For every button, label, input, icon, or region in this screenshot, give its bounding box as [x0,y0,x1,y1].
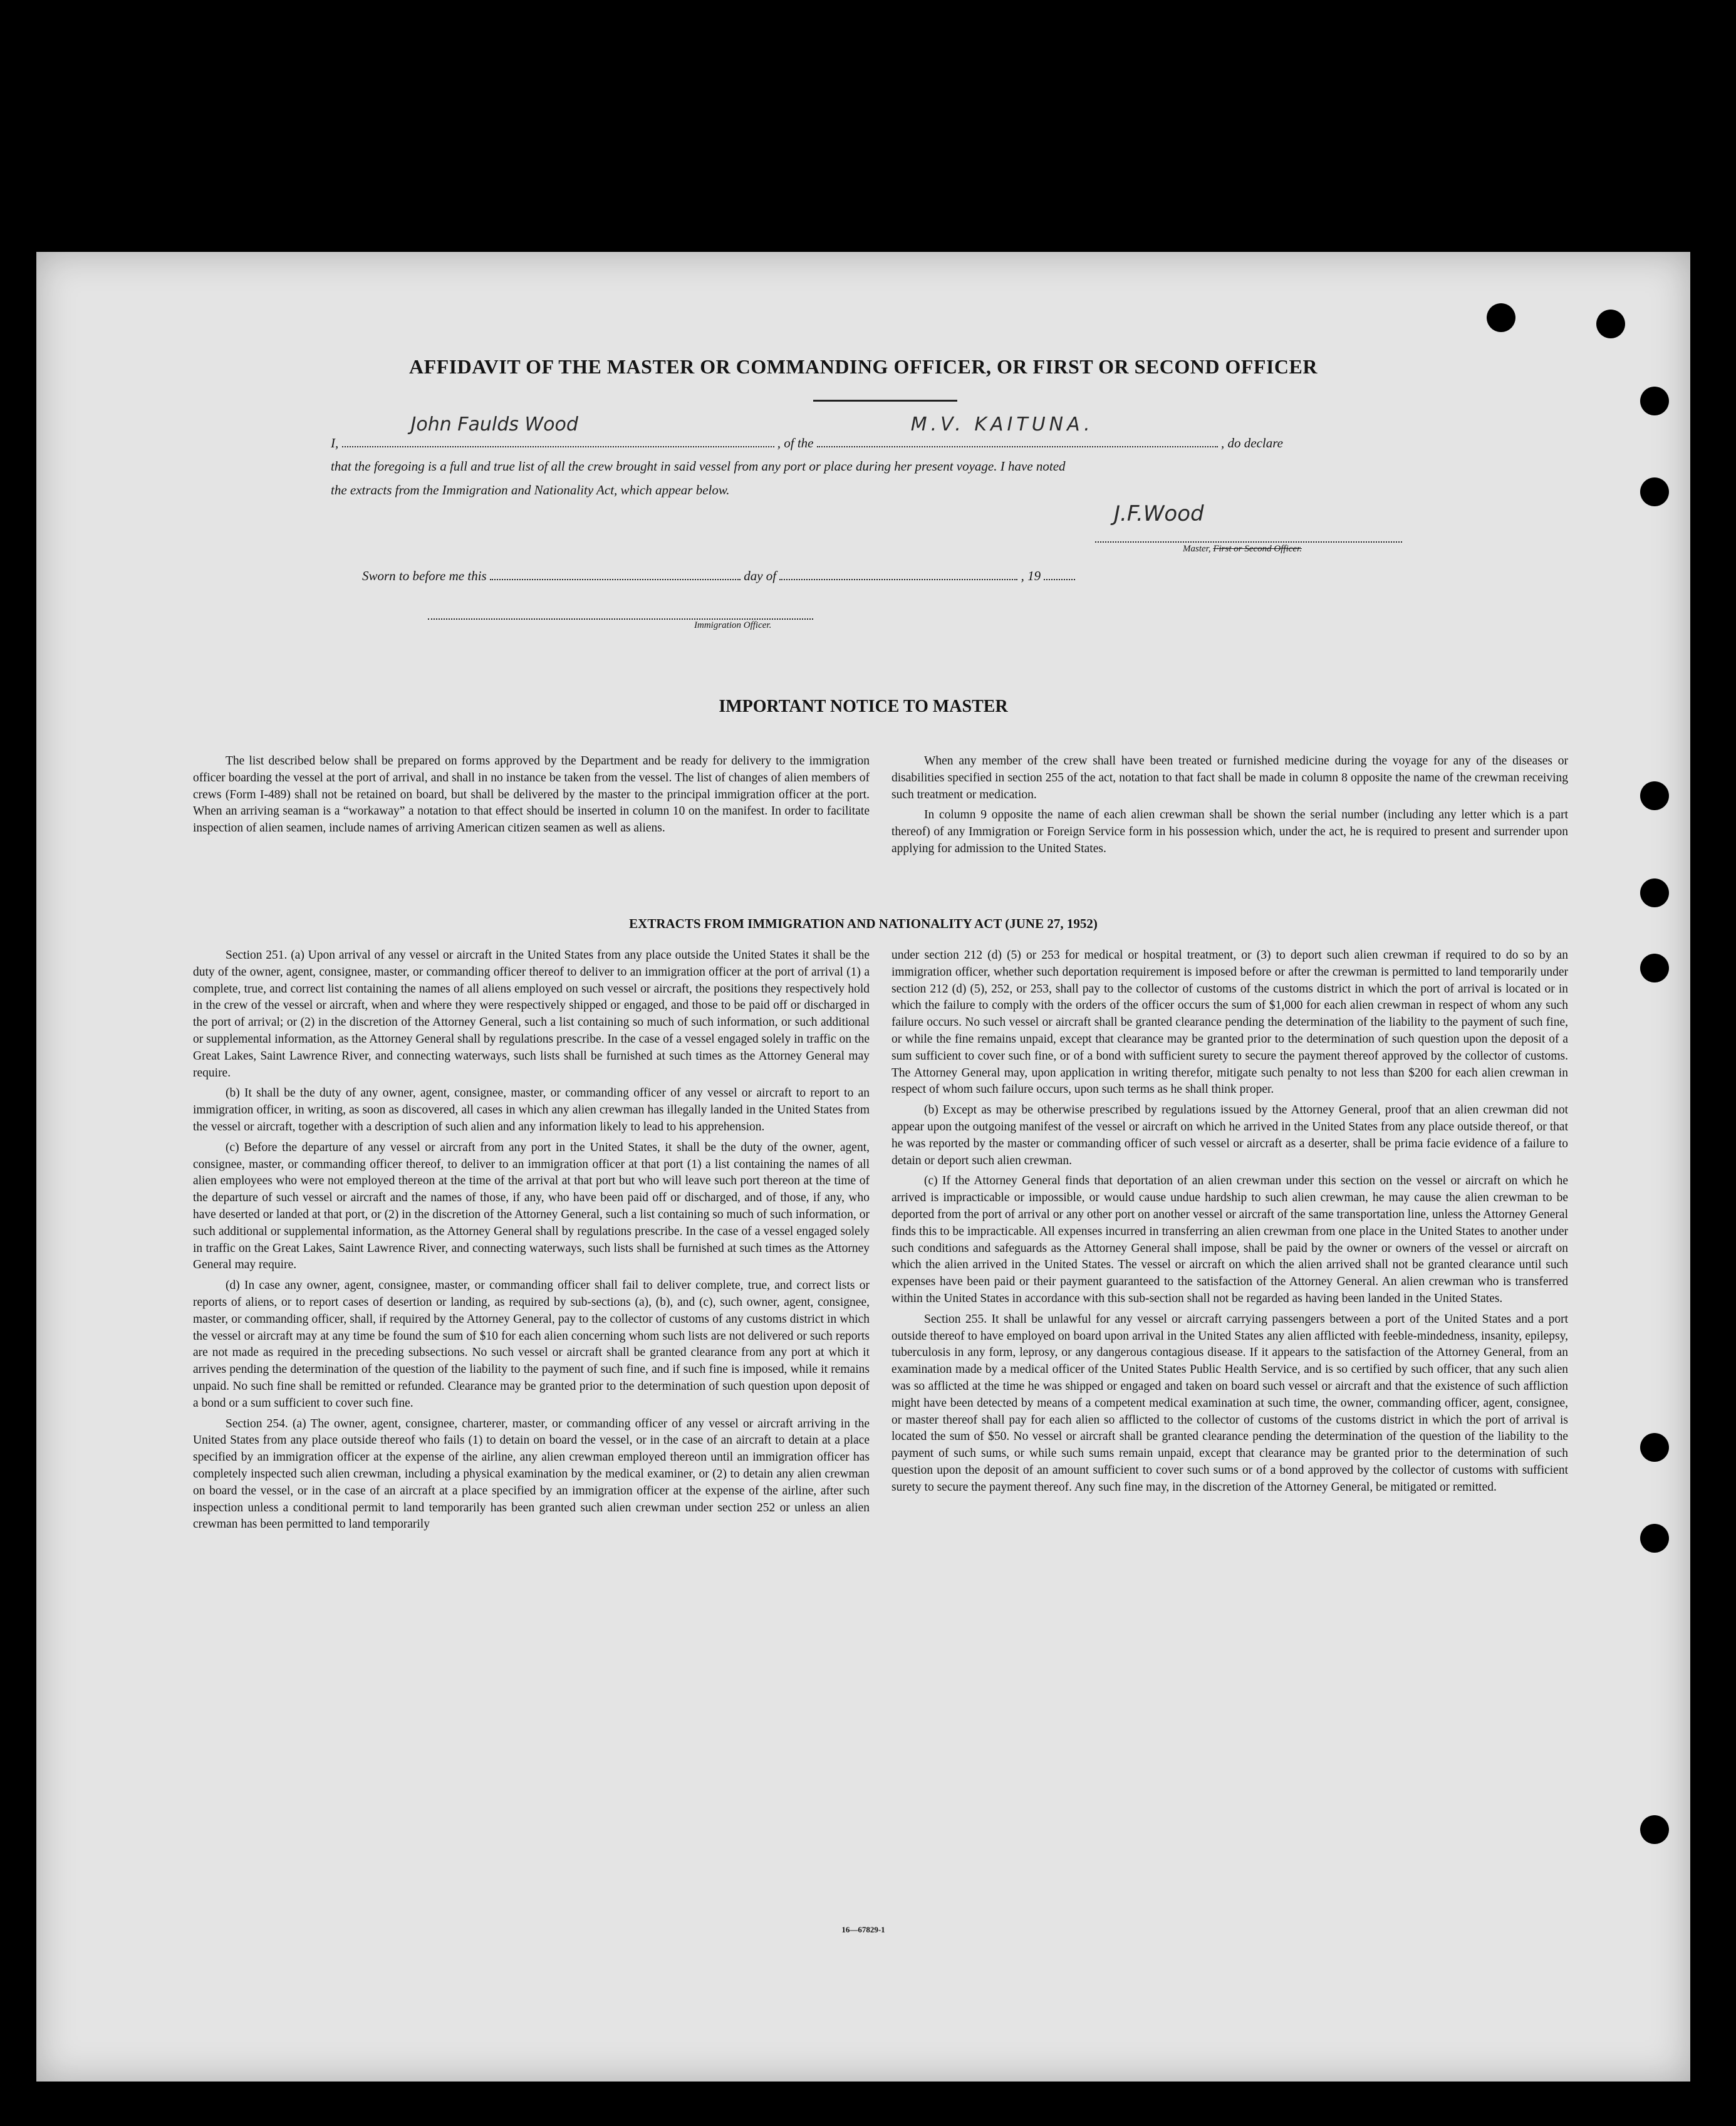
day-of-label: day of [744,568,777,583]
section-paragraph: Section 254. (a) The owner, agent, consignee, charterer, master, or commanding officer of any vessel or aircraft arriving in the United States from any place outside thereof who fails (1) to detain on board the vessel, or in the case of an aircraft to detain at a place specified by an immigration officer at the expense of the airline, any alien crewman employed thereon until an immigration officer has completely inspected such alien crewman, including a physical examination by the medical examiner, or (2) to detain any alien crewman on board the vessel, or in the case of an aircraft at a place specified by an immigration officer at the expense of the airline, after such inspection unless a conditional permit to land temporarily has been granted such alien crewman under section 252 or unless an alien crewman has been permitted to land temporarily [193,1417,870,1531]
master-name: John Faulds Wood [410,414,578,435]
section-paragraph: (c) If the Attorney General finds that deportation of an alien crewman under this section on the vessel or aircraft on which he arrived is impracticable or impossible, or would cause undue hardship to such alien crewman, he may cause the alien crewman to be deported from the port of arrival or any other port on another vessel or aircraft of the same transportation line, unless the Attorney General finds this to be impracticable. All expenses incurred in transferring an alien crewman from one place in the United States to another under such conditions and safeguards as the Attorney General shall impose, shall be paid by the owner or owners of the vessel or aircraft on which the alien arrived in the United States. The vessel or aircraft on which the alien arrived shall not be granted clearance until such expenses have been paid or their payment guaranteed to the satisfaction of the Attorney General. An alien crewman who is transferred within the United States in accordance with this sub-section shall not be regarded as having been landed in the United States. [891,1174,1568,1305]
of-the-label: , of the [777,435,814,451]
section-paragraph: Section 255. It shall be unlawful for any vessel or aircraft carrying passengers between a port of the United States and a port outside thereof to have employed on board upon arrival in the United States any alien afflicted with feeble-mindedness, insanity, epilepsy, tuberculosis in any form, leprosy, or any dangerous contagious disease. If it appears to the satisfaction of the Attorney General, from an examination made by a medical officer of the United States Public Health Service, and is so certified by such officer, that any such alien was so afflicted at the time he was shipped or engaged and taken on board such vessel or aircraft and that the existence of such affliction might have been detected by means of a competent medical examination at such time, the owner, commanding officer, agent, consignee, or master thereof shall pay for each alien so afflicted to the collector of customs of the customs district in which the port of arrival is located the sum of $50. No vessel or aircraft shall be granted clearance pending the determination of the question of the liability to the payment of such sums, or while such sums remain unpaid, except that clearance may be granted prior to the determination of such question upon the deposit of an amount sufficient to cover such sums or of a bond approved by the collector of customs with sufficient surety to secure the payment thereof. Any such fine may, in the discretion of the Attorney General, be mitigated or remitted. [891,1312,1568,1494]
extracts-left-column [193,947,870,1537]
master-signature: J.F.Wood [1114,501,1204,526]
punch-hole [1596,310,1625,338]
sworn-label: Sworn to before me this [362,568,487,583]
immigration-officer-rule [428,618,813,620]
punch-hole [1640,387,1669,415]
signature-rule [1095,541,1402,543]
declaration-text-1: that the foregoing is a full and true list of all the crew brought in said vessel from any port or place during her present voyage. I have noted [331,459,1066,474]
section-paragraph: (d) In case any owner, agent, consignee, master, or commanding officer shall fail to deliver complete, true, and correct lists or reports of aliens, or to report cases of desertion or landing, as required by sub-sections (a), (b), and (c), such owner, agent, consignee, master, or commanding officer, shall, if required by the Attorney General, pay to the collector of customs of any customs district in which the vessel or aircraft may at any time be found the sum of $10 for each alien concerning whom such lists are not delivered or such reports are not made as required in the preceding subsections. No such vessel or aircraft shall be granted clearance from any port at which it arrives pending the determination of the question of the liability to the payment of such fine, and if such fine is imposed, while it remains unpaid. No such fine shall be remitted or refunded. Clearance may be granted prior to the determination of such question upon deposit of a bond or a sum sufficient to cover such fine. [193,1279,870,1410]
struck-officer-title: First or Second Officer. [1213,544,1302,554]
affidavit-title: AFFIDAVIT OF THE MASTER OR COMMANDING OFFICER, OR FIRST OR SECOND OFFICER [409,355,1318,378]
notice-title: IMPORTANT NOTICE TO MASTER [719,697,1008,716]
section-paragraph: under section 212 (d) (5) or 253 for medical or hospital treatment, or (3) to deport such alien crewman if required to do so by an immigration officer, whether such deportation requirement is imposed before or after the crewman is permitted to land temporarily under section 212 (d) (5), 252, or 253, shall pay to the collector of customs of the customs district in which the port of arrival is located or in which the failure to comply with the orders of the officer occurs the sum of $1,000 for each alien crewman in respect of whom any such failure occurs. No such vessel or aircraft shall be granted clearance pending the determination of the liability to the payment of such fine, or while the fine remains unpaid, except that clearance may be granted prior to the determination of such question upon the deposit of a sum sufficient to cover such fine, or of a bond with sufficient surety to secure the payment thereof approved by the collector of customs. The Attorney General may, upon application in writing therefor, mitigate such penalty to not less than $200 for each alien crewman in respect of whom such failure occurs, upon such terms as he shall think proper. [891,949,1568,1097]
form-number: 16—67829-1 [841,1925,885,1934]
punch-hole [1487,303,1515,332]
section-paragraph: (b) It shall be the duty of any owner, agent, consignee, master, or commanding officer of any vessel or aircraft to report to an immigration officer, in writing, as soon as discovered, all cases in which any alien crewman has illegally landed in the United States from the vessel or aircraft, together with a description of such alien and any information likely to lead to his apprehension. [193,1086,870,1133]
i-label: I, [331,435,339,451]
sworn-line [362,565,1075,584]
year-label: , 19 [1021,568,1041,583]
master-label [1183,544,1302,555]
declaration-line [331,414,1427,451]
immigration-officer-label: Immigration Officer. [694,620,772,630]
section-paragraph: (c) Before the departure of any vessel or aircraft from any port in the United States, it shall be the duty of the owner, agent, consignee, master, or commanding officer thereof, to deliver to an immigration officer at that port (1) a list containing the names of all alien employees who were not employed thereon at the time of the arrival at that port but who will leave such port thereon at the time of the departure of such vessel or aircraft and the names of those, if any, who have been paid off or discharged, and of those, if any, who have deserted or landed at that port, or (2) in the discretion of the Attorney General, such a list containing so much of such information, or such additional or supplemental information, as the Attorney General shall by regulations prescribe. In the case of a vessel engaged solely in traffic on the Great Lakes, Saint Lawrence River, and connecting waterways, such lists shall be furnished at such times as the Attorney General may require. [193,1140,870,1272]
notice-paragraph: The list described below shall be prepared on forms approved by the Department and be ready for delivery to the immigration officer boarding the vessel at the port of arrival, and shall in no instance be taken from the vessel. The list of changes of alien members of crews (Form I-489) shall not be retained on board, but shall be delivered by the master to the principal immigration officer at the port. When an arriving seaman is a “workaway” a notation to that effect should be inserted in column 10 on the manifest. In order to facilitate inspection of alien seamen, include names of arriving American citizen seamen as well as aliens. [193,754,870,835]
punch-hole [1640,1524,1669,1553]
sworn-year-field [1044,565,1075,580]
extracts-title: EXTRACTS FROM IMMIGRATION AND NATIONALITY ACT (JUNE 27, 1952) [629,916,1098,931]
section-paragraph: Section 251. (a) Upon arrival of any vessel or aircraft in the United States from any place outside the United States it shall be the duty of the owner, agent, consignee, master, or commanding officer thereof to deliver to an immigration officer at the port of arrival (1) a complete, true, and correct list containing the names of all aliens employed on such vessel or aircraft, the positions they respectively hold in the crew of the vessel or aircraft, when and where they were respectively shipped or engaged, and those to be paid off or discharged in the port of arrival; or (2) in the discretion of the Attorney General, such a list containing so much of such information, or such additional or supplemental information, as the Attorney General shall by regulations prescribe. In the case of a vessel engaged solely in traffic on the Great Lakes, Saint Lawrence River, and connecting waterways, such lists shall be furnished at such times as the Attorney General may require. [193,949,870,1080]
notice-right-column [891,753,1568,862]
punch-hole [1640,477,1669,506]
do-declare-label: , do declare [1221,435,1283,451]
vessel-name: M.V. KAITUNA. [910,414,1094,435]
punch-hole [1640,1433,1669,1462]
sworn-day-field [490,565,741,580]
punch-hole [1640,1815,1669,1844]
notice-paragraph: When any member of the crew shall have been treated or furnished medicine during the voyage for any of the diseases or disabilities specified in section 255 of the act, notation to that fact shall be made in column 8 opposite the name of the crewman receiving such treatment or medication. [891,754,1568,801]
notice-left-column [193,753,870,841]
sworn-month-field [779,565,1017,580]
notice-paragraph: In column 9 opposite the name of each alien crewman shall be shown the serial number (including any letter which is a part thereof) of any Immigration or Foreign Service form in his possession which, under the act, he is required to present and surrender upon applying for admission to the United States. [891,808,1568,855]
declaration-text-2: the extracts from the Immigration and Nationality Act, which appear below. [331,482,730,498]
master-name-field [342,414,774,447]
title-rule [813,400,957,402]
section-paragraph: (b) Except as may be otherwise prescribed by regulations issued by the Attorney General, proof that an alien crewman did not appear upon the outgoing manifest of the vessel or aircraft on which he arrived in the United States from any place outside thereof, or that he was reported by the master or commanding officer of such vessel or aircraft as a deserter, shall be prima facie evidence of a failure to detain or deport such alien crewman. [891,1103,1568,1167]
punch-hole [1640,878,1669,907]
affidavit-page [36,252,1690,2082]
master-title: Master, [1183,544,1211,554]
punch-hole [1640,954,1669,982]
punch-hole [1640,781,1669,810]
vessel-name-field [817,414,1218,447]
extracts-right-column [891,947,1568,1500]
